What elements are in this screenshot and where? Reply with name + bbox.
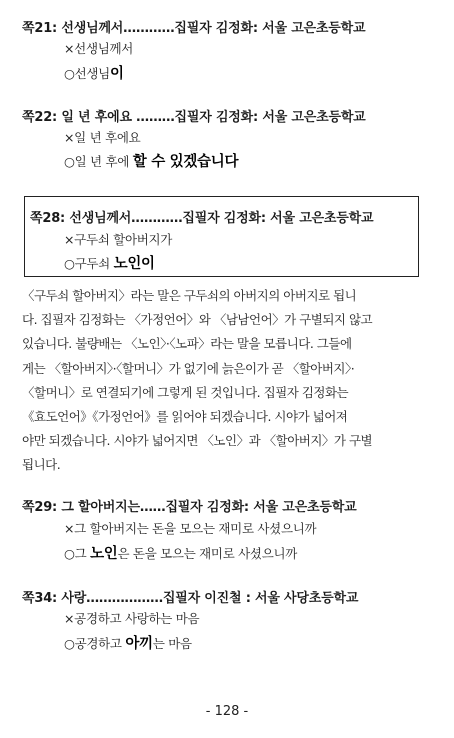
paragraph-line: 야만 되겠습니다. 시야가 넓어지면 〈노인〉과 〈할아버지〉가 구별 [22,433,373,449]
correct-text: ○구두쇠 [64,256,114,271]
correction-emphasis: 노인 [90,546,118,562]
correct-usage [64,150,238,171]
correction-emphasis: 아끼 [125,636,153,652]
paragraph-line: 《효도언어》《가정언어》를 읽어야 되겠습니다. 시야가 넓어져 [22,409,348,425]
paragraph-line: 됩니다. [22,457,61,473]
correct-usage [64,62,124,83]
correct-text: 은 돈을 모으는 재미로 사셨으니까 [117,546,298,561]
entry-heading: 쪽28: 선생님께서…………집필자 김정화: 서울 고은초등학교 [30,211,374,226]
correction-emphasis: 노인이 [113,256,155,272]
correction-emphasis: 이 [109,66,124,82]
wrong-usage: ×공경하고 사랑하는 마음 [64,611,200,626]
page-number: - 128 - [205,704,249,719]
paragraph-line: 〈할머니〉로 연결되기에 그렇게 된 것입니다. 집필자 김정화는 [22,384,349,400]
correction-emphasis: 할 수 있겠습니다 [132,154,239,170]
paragraph-line: 있습니다. 불량배는 〈노인〉·〈노파〉라는 말을 모릅니다. 그들에 [22,336,352,352]
wrong-usage: ×일 년 후에요 [64,130,141,145]
correct-usage [64,252,155,273]
correct-usage [64,542,297,563]
wrong-usage: ×선생님께서 [64,41,134,56]
correct-text: ○그 [64,546,91,561]
entry-heading: 쪽34: 사랑………………집필자 이진철 : 서울 사당초등학교 [22,591,359,606]
paragraph-line: 〈구두쇠 할아버지〉라는 말은 구두쇠의 아버지의 아버지로 됩니 [22,288,357,303]
paragraph-line: 게는 〈할아버지〉·〈할머니〉가 없기에 늙은이가 곧 〈할아버지〉· [22,360,355,376]
wrong-usage: ×그 할아버지는 돈을 모으는 재미로 사셨으니까 [64,521,317,536]
correct-text: 는 마음 [152,636,192,651]
entry-heading: 쪽22: 일 년 후에요 ………집필자 김정화: 서울 고은초등학교 [22,110,366,125]
entry-heading: 쪽29: 그 할아버지는……집필자 김정화: 서울 고은초등학교 [22,500,357,515]
entry-heading: 쪽21: 선생님께서…………집필자 김정화: 서울 고은초등학교 [22,21,366,36]
commentary-paragraph [22,284,440,478]
correct-usage [64,632,192,653]
correct-text: ○일 년 후에 [64,154,133,169]
paragraph-line: 다. 집필자 김정화는 〈가정언어〉와 〈남남언어〉가 구별되지 않고 [22,312,373,328]
correct-text: ○선생님 [64,66,110,81]
wrong-usage: ×구두쇠 할아버지가 [64,232,173,247]
correct-text: ○공경하고 [64,636,126,651]
